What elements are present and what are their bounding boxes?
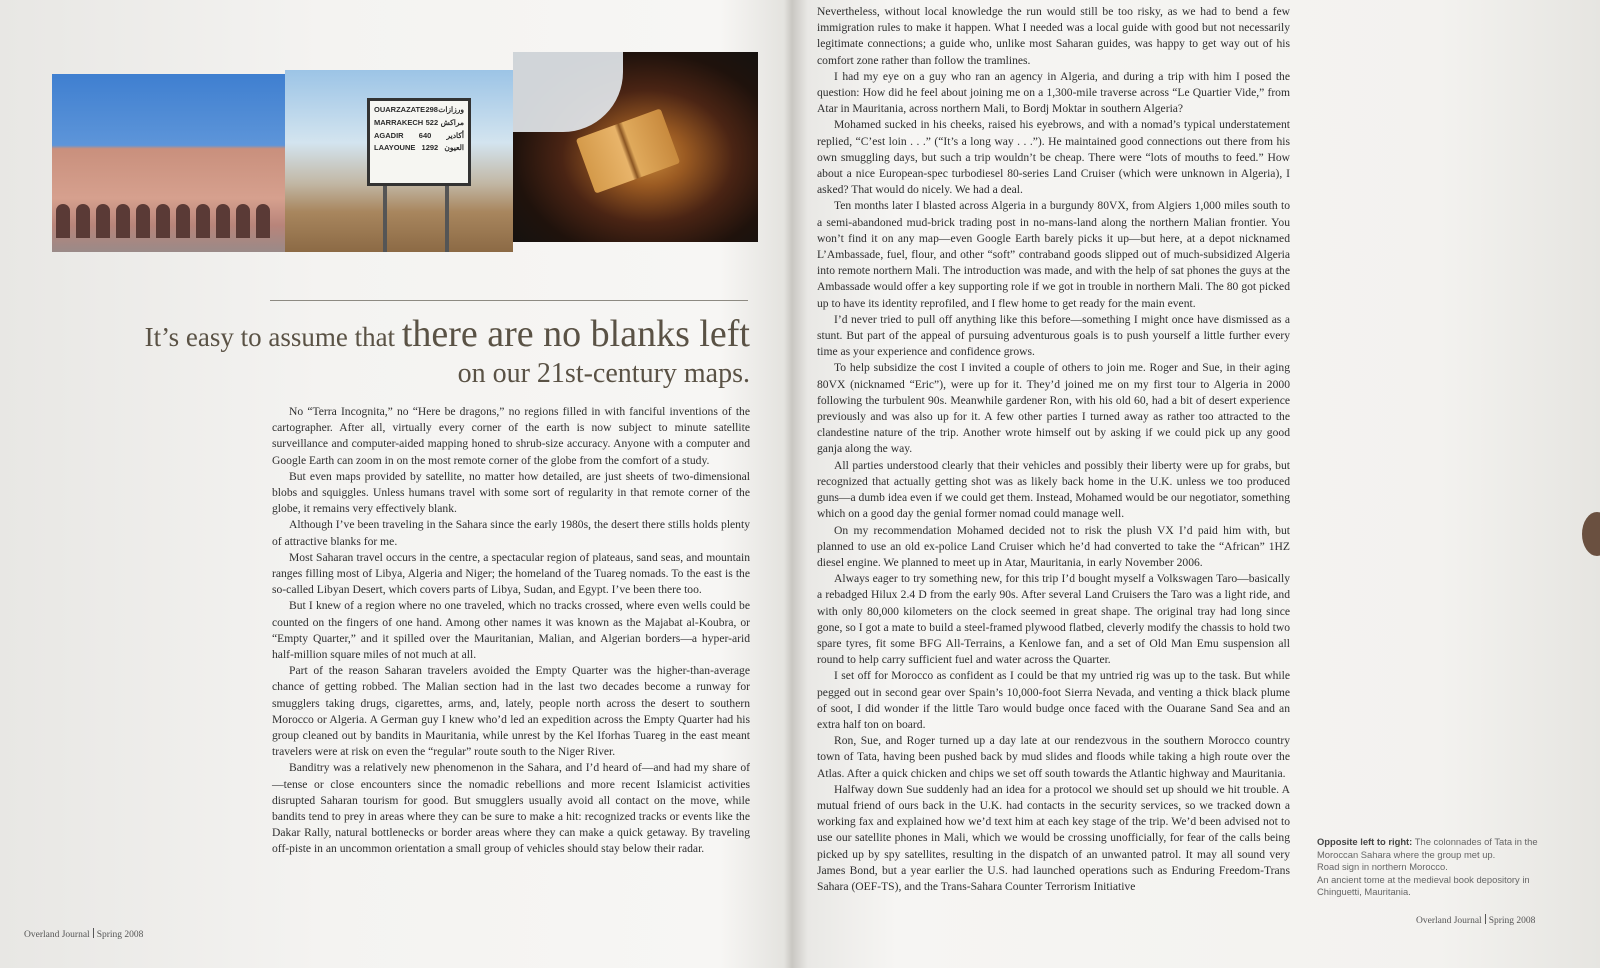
headline-line-2: on our 21st-century maps. [457, 358, 750, 389]
paragraph: To help subsidize the cost I invited a couple of others to join me. Roger and Sue, in their aging 80VX (nicknamed “Eric”), were up for it. They’d joined me on my first tour to Algeria in 2000 following the turbulent 90s. Meanwhile gardener Ron, with his old 60, had a bit of desert experience previously and was also up for it. A few other parties I turned away as rather too attracted to the clandestine nature of the trip. Another wrote himself out by asking if we could pick up any good ganja along the way. [817, 361, 1290, 456]
photo-tata-colonnades [52, 74, 285, 252]
paragraph: I set off for Morocco as confident as I could be that my untried rig was up to the task. But while pegged out in second gear over Spain’s 10,000-foot Sierra Nevada, and venting a thick black plume of soot, I did wonder if the little Taro would budge once faced with the Ouarane Sand Sea and an extra half ton on board. [817, 669, 1290, 731]
paragraph: Banditry was a relatively new phenomenon in the Sahara, and I’d heard of—and had my share of—tense or close encounters since the nomadic rebellions and more recent Islamicist activities disrupted Saharan tourism for good. But smugglers usually avoid all contact on the move, while bandits tend to prey in areas where they can be sure to make a hit: recognized tracks or events like the Dakar Rally, natural bottlenecks or border areas where they can make a quick getaway. By traveling off-piste in an uncommon orientation a small group of vehicles should stay below their radar. [272, 761, 750, 856]
paragraph: All parties understood clearly that their vehicles and possibly their liberty were up for grabs, but recognized that actually getting shot was as likely back home in the U.K. unless we too produced guns—a dumb idea even if we could get them. Instead, Mohamed would be our negotiator, something which on a good day the genial former nomad could manage well. [817, 458, 1290, 521]
left-page [0, 0, 790, 968]
road-sign [367, 98, 471, 186]
sign-row: OUARZAZATE 298 ورزازات [374, 105, 464, 114]
colonnade-arches [52, 204, 285, 244]
sign-row: LAAYOUNE 1292 العيون [374, 143, 464, 153]
paragraph: Ron, Sue, and Roger turned up a day late at our rendezvous in the southern Morocco country town of Tata, having been pushed back by mud slides and floods while taking a high route over the Atlas. After a quick chicken and chips we set off south towards the Atlantic highway and Mauritania. [817, 734, 1290, 780]
paragraph: Part of the reason Saharan travelers avoided the Empty Quarter was the higher-than-average chance of getting robbed. The Malian section had in the last two decades become a runway for smugglers taking drugs, cigarettes, arms, and, lately, people north across the desert to southern Morocco or Algeria. A German guy I knew who’d led an expedition across the Empty Quarter had his group cleaned out by bandits in Mauritania, while unrest by the Kel Iforhas Tuareg in the east meant travelers were at risk on even the “regular” route south to the Niger River. [272, 664, 750, 759]
paragraph: Ten months later I blasted across Algeria in a burgundy 80VX, from Algiers 1,000 miles south to a semi-abandoned mud-brick trading post in no-mans-land along the northern Malian frontier. You won’t find it on any map—even Google Earth barely picks it up—but here, at a depot nicknamed L’Ambassade, fuel, flour, and other “soft” contraband goods slipped out of much-subsidized Algeria into remote northern Mali. The introduction was made, and with the help of sat phones the guys at the Ambassade would offer a key supporting role if we got in trouble in northern Mali. The 80 got picked up to have its identity reprofiled, and I flew home to get ready for the main event. [817, 199, 1290, 310]
caption-line: An ancient tome at the medieval book depository in Chinguetti, Mauritania. [1317, 873, 1530, 897]
white-cloth [513, 52, 623, 132]
paragraph: I had my eye on a guy who ran an agency in Algeria, and during a trip with him I posed the question: How did he feel about joining me on a 1,300-mile traverse across “Le Quartier Vide,” from Atar in Mauritania, across northern Mali, to Bordj Moktar in southern Algeria? [817, 69, 1290, 116]
caption-line: Road sign in northern Morocco. [1317, 861, 1448, 872]
pull-headline [100, 312, 750, 390]
photo-ancient-book [513, 52, 758, 242]
paragraph: Nevertheless, without local knowledge the run would still be too risky, as we had to bend a few immigration rules to make it happen. What I needed was a local guide with good but not necessarily legitimate connections; a guide who, unlike most Saharan guides, was happy to get way out of his comfort zone rather than follow the tramlines. [817, 5, 1290, 67]
paragraph: No “Terra Incognita,” no “Here be dragons,” no regions filled in with fanciful inventions of the cartographer. After all, virtually every corner of the earth is now subject to minute satellite surveillance and computer-aided mapping honed to shrub-size accuracy. Anyone with a computer and Google Earth can zoom in on the most remote corner of the globe from the comfort of a study. [272, 405, 750, 467]
paragraph: On my recommendation Mohamed decided not to risk the plush VX I’d paid him with, but planned to use an old ex-police Land Cruiser which he’d had converted to take the “African” 1HZ diesel engine. We planned to meet up in Atar, Mauritania, in early November 2006. [817, 523, 1290, 569]
photo-strip [52, 52, 760, 258]
paragraph: Halfway down Sue suddenly had an idea for a protocol we should set up should we hit trouble. A mutual friend of ours back in the U.K. had contacts in the security services, so we tracked down a working fax and explained how we’d text him at each key stage of the trip. We’d been advised not to use our satellite phones in Mali, which we would be crossing unofficially, for fear of the calls being picked up by spy satellites, resulting in the dispatch of an unwanted patrol. It may all sound very James Bond, but a year earlier the U.S. had launched operations such as Enduring Freedom-Trans Sahara (OEF-TS), and the Trans-Sahara Counter Terrorism Initiative [817, 782, 1290, 893]
caption-line: The colonnades of Tata in the Moroccan Sahara where the group met up. [1317, 836, 1538, 860]
paragraph: Although I’ve been traveling in the Sahara since the early 1980s, the desert there stills holds plenty of attractive blanks for me. [272, 518, 750, 548]
left-text-column [272, 404, 750, 858]
paragraph: But even maps provided by satellite, no matter how detailed, are just sheets of two-dimensional blobs and squiggles. Unless humans travel with some sort of regularity in that remote corner of the globe, it remains very effectively blank. [272, 469, 750, 516]
headline-line-1: It’s easy to assume that there are no blanks left [144, 313, 750, 355]
paragraph: Mohamed sucked in his cheeks, raised his eyebrows, and with a nomad’s typical understatement replied, “C’est loin . . .” (“It’s a long way . . .”). He maintained good connections out there from his own smuggling days, but such a trip wouldn’t be cheap. There were “lots of mouths to feed.” How about a nice European-spec turbodiesel 80-series Land Cruiser (which were unknown in Algeria), I asked? That would do nicely. We had a deal. [817, 118, 1290, 197]
sign-post [445, 186, 449, 252]
headline-emphasis: there are no blanks left [401, 313, 750, 355]
sign-row: MARRAKECH 522 مراكش [374, 117, 464, 127]
folio-left: Overland Journal Spring 2008 [24, 930, 144, 940]
sign-post [383, 186, 387, 252]
caption-heading: Opposite left to right: [1317, 836, 1413, 847]
folio-right: Overland Journal Spring 2008 [1416, 916, 1536, 926]
paragraph: I’d never tried to pull off anything like this before—something I might once have dismissed as a stunt. But part of the appeal of pursuing adventurous goals is to push yourself a little further every time as your experience and confidence grows. [817, 312, 1290, 359]
paragraph: But I knew of a region where no one traveled, which no tracks crossed, where even wells could be counted on the fingers of one hand. Among other names it was known as the Majabat al-Koubra, or “Empty Quarter,” and it spilled over the Mauritanian, Malian, and Algerian borders—a hyper-arid half-million square miles of not much at all. [272, 599, 750, 662]
photo-caption [1317, 836, 1541, 899]
sign-row: AGADIR 640 أكادير [374, 130, 464, 140]
headline-rule [270, 300, 748, 301]
photo-road-sign [285, 70, 513, 252]
paragraph: Most Saharan travel occurs in the centre, a spectacular region of plateaus, sand seas, and mountain ranges filling most of Libya, Algeria and Niger; the homeland of the Tuareg nomads. To the east is the so-called Libyan Desert, which covers parts of Libya, Sudan, and Egypt. I’ve been there too. [272, 550, 750, 597]
paragraph: Always eager to try something new, for this trip I’d bought myself a Volkswagen Taro—basically a rebadged Hilux 2.4 D from the early 90s. After several Land Cruisers the Taro was a light ride, and with only 80,000 kilometers on the clock seemed in great shape. The original tray had long since gone, so I got a mate to build a steel-framed plywood flatbed, cleverly modify the chassis to hold two spare tyres, fit some BFG All-Terrains, a Kenlowe fan, and a set of Old Man Emu suspension all round to help carry sufficient fuel and water across the Quarter. [817, 572, 1290, 667]
right-text-column [817, 4, 1290, 895]
